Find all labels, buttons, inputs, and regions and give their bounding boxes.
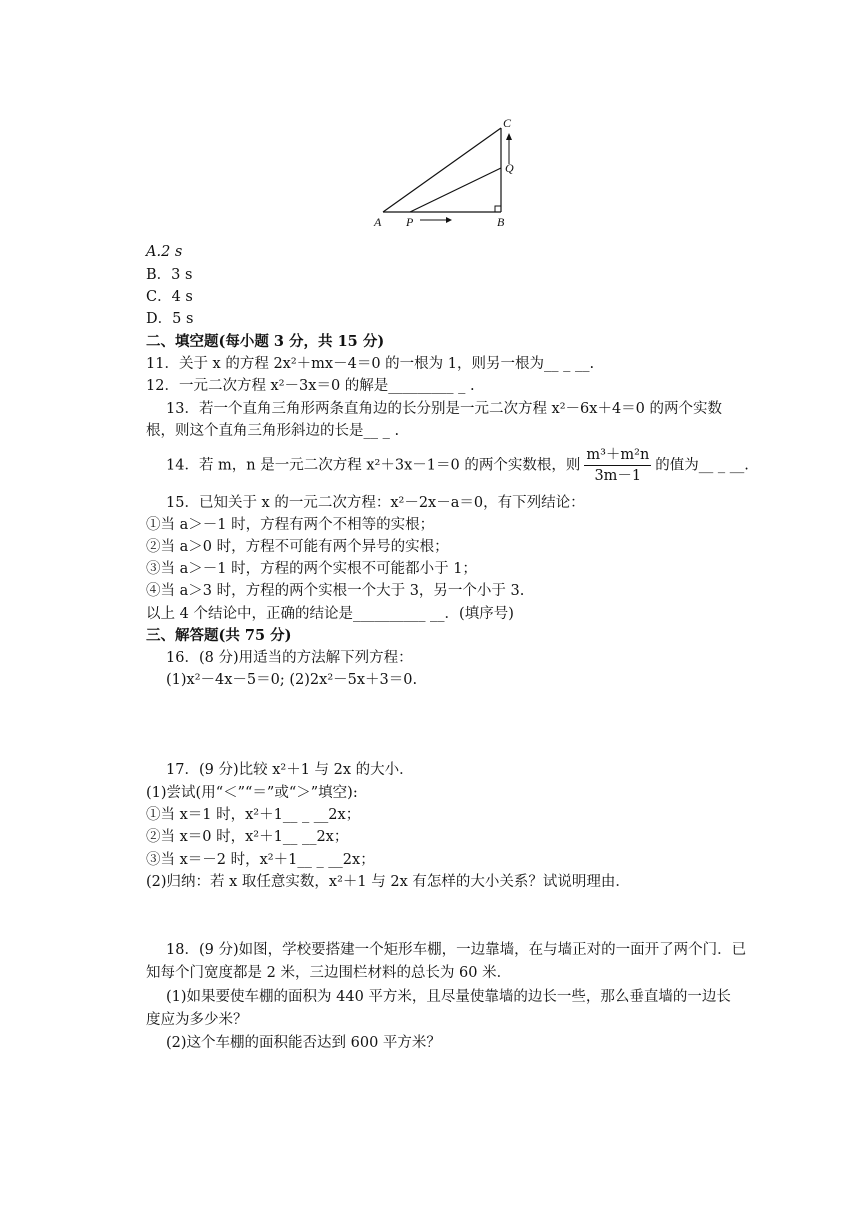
arrow-p-head	[446, 217, 452, 223]
question-18-line-2: 知每个门宽度都是 2 米，三边围栏材料的总长为 60 米．	[146, 965, 512, 981]
question-12: 12．一元二次方程 x²－3x＝0 的解是_________ _ .	[146, 378, 475, 394]
question-14-fraction	[584, 445, 651, 486]
triangle-figure	[0, 0, 860, 240]
question-15-line-1: 15．已知关于 x 的一元二次方程：x²－2x－a＝0，有下列结论：	[166, 495, 585, 511]
label-b: B	[497, 215, 505, 229]
fraction-denominator: 3m－1	[594, 468, 642, 484]
question-17-line-6: (2)归纳：若 x 取任意实数，x²＋1 与 2x 有怎样的大小关系？试说明理由．	[146, 874, 630, 890]
label-q: Q	[505, 161, 514, 175]
question-15-conclusion-4: ④当 a＞3 时，方程的两个实根一个大于 3，另一个小于 3.	[146, 583, 525, 599]
question-15-answer: 以上 4 个结论中，正确的结论是__________ __．(填序号)	[146, 606, 514, 622]
label-c: C	[503, 116, 512, 130]
question-17-line-3: ①当 x＝1 时，x²＋1__ _ __2x；	[146, 807, 361, 823]
question-17-line-5: ③当 x＝－2 时，x²＋1__ _ __2x；	[146, 852, 375, 868]
question-18-line-1: 18．(9 分)如图，学校要搭建一个矩形车棚，一边靠墙，在与墙正对的一面开了两个门．已	[166, 942, 747, 958]
option-b: B．3 s	[146, 267, 193, 283]
fraction-numerator: m³＋m²n	[584, 445, 651, 466]
option-c: C．4 s	[146, 289, 193, 305]
right-angle-mark	[495, 206, 501, 212]
question-15-conclusion-2: ②当 a＞0 时，方程不可能有两个异号的实根；	[146, 539, 449, 555]
section-2-heading: 二、填空题(每小题 3 分，共 15 分)	[146, 333, 385, 350]
question-14	[166, 445, 749, 486]
question-15-conclusion-3: ③当 a＞－1 时，方程的两个实根不可能都小于 1；	[146, 561, 477, 577]
question-17-line-4: ②当 x＝0 时，x²＋1__ __2x；	[146, 829, 349, 845]
question-13-line-2: 根，则这个直角三角形斜边的长是__ _ .	[146, 423, 400, 439]
question-17-line-2: (1)尝试(用“＜”“＝”或“＞”填空):	[146, 785, 358, 801]
question-15-conclusion-1: ①当 a＞－1 时，方程有两个不相等的实根；	[146, 517, 435, 533]
section-3-heading: 三、解答题(共 75 分)	[146, 627, 292, 644]
segment-pq	[410, 168, 501, 212]
question-17-line-1: 17．(9 分)比较 x²＋1 与 2x 的大小．	[166, 762, 414, 778]
label-p: P	[406, 215, 414, 229]
label-a: A	[374, 215, 382, 229]
question-18-line-5: (2)这个车棚的面积能否达到 600 平方米？	[166, 1035, 441, 1051]
option-d: D．5 s	[146, 311, 194, 327]
question-16-line-1: 16．(8 分)用适当的方法解下列方程：	[166, 650, 413, 666]
question-14-suffix: 的值为__ _ __.	[655, 457, 749, 474]
question-18-line-4: 度应为多少米？	[146, 1012, 248, 1028]
question-11: 11．关于 x 的方程 2x²＋mx－4＝0 的一根为 1，则另一根为__ _ __.	[146, 356, 595, 372]
option-a: A.2 s	[146, 244, 183, 260]
arrow-q-head	[506, 133, 512, 140]
question-18-line-3: (1)如果要使车棚的面积为 440 平方米，且尽量使靠墙的边长一些，那么垂直墙的一边长	[166, 989, 731, 1005]
question-14-text: 14．若 m，n 是一元二次方程 x²＋3x－1＝0 的两个实数根，则	[166, 457, 581, 474]
question-13-line-1: 13．若一个直角三角形两条直角边的长分别是一元二次方程 x²－6x＋4＝0 的两个实数	[166, 401, 723, 417]
segment-ac	[383, 128, 501, 212]
question-16-line-2: (1)x²－4x－5＝0; (2)2x²－5x＋3＝0.	[166, 672, 418, 688]
